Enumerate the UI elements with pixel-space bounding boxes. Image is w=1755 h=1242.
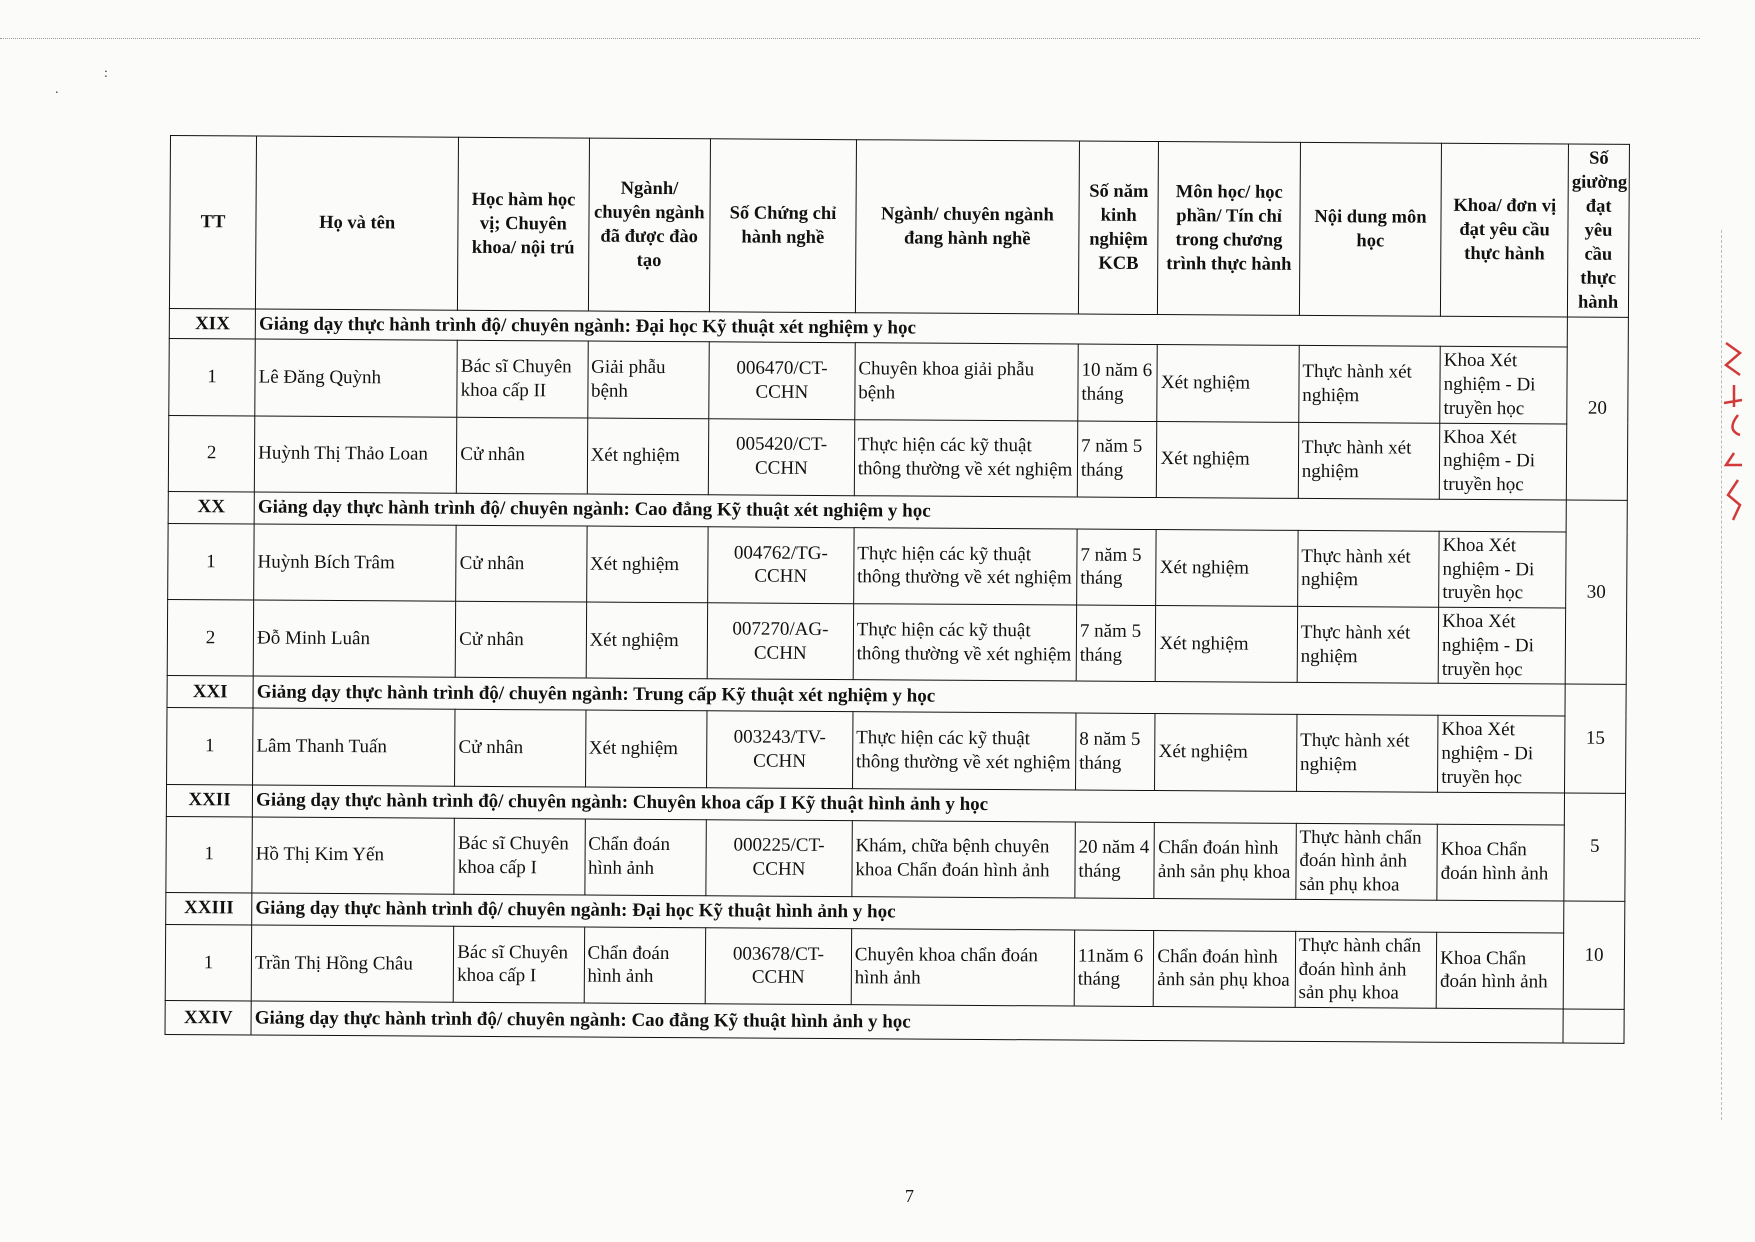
table-row	[165, 924, 1624, 1009]
cell-tt: 2	[167, 600, 254, 677]
cell-subject: Chẩn đoán hình ảnh sản phụ khoa	[1154, 822, 1296, 899]
cell-practice: Thực hiện các kỹ thuật thông thường về xét nghiệm	[854, 419, 1078, 497]
stamp-scribble-icon	[1718, 335, 1748, 525]
table-row	[167, 708, 1626, 793]
cell-dept: Khoa Xét nghiệm - Di truyền học	[1438, 716, 1565, 793]
cell-content: Thực hành xét nghiệm	[1297, 530, 1439, 607]
cell-years: 11năm 6 tháng	[1074, 930, 1154, 1007]
cell-tt: 1	[166, 816, 253, 893]
section-title: Giảng dạy thực hành trình độ/ chuyên ngành: Trung cấp Kỹ thuật xét nghiệm y học	[253, 676, 1565, 716]
cell-practice: Chuyên khoa chẩn đoán hình ảnh	[851, 929, 1075, 1007]
cell-subject: Xét nghiệm	[1157, 421, 1299, 498]
table-row	[168, 523, 1627, 608]
cell-practice: Chuyên khoa giải phẫu bệnh	[855, 343, 1079, 421]
section-title: Giảng dạy thực hành trình độ/ chuyên ngành: Đại học Kỹ thuật hình ảnh y học	[252, 893, 1564, 933]
cell-dept: Khoa Chẩn đoán hình ảnh	[1437, 824, 1564, 901]
cell-practice: Thực hiện các kỹ thuật thông thường về xét nghiệm	[852, 712, 1076, 790]
table-row	[167, 600, 1626, 685]
cell-name: Huỳnh Bích Trâm	[254, 524, 457, 601]
header-subject: Môn học/ học phần/ Tín chỉ trong chương trình thực hành	[1158, 142, 1300, 316]
cell-trained: Giải phẫu bệnh	[587, 341, 709, 418]
cell-trained: Xét nghiệm	[586, 602, 708, 679]
section-number: XXII	[166, 784, 252, 817]
header-beds: Số giường đạt yêu cầu thực hành	[1568, 144, 1630, 318]
cell-subject: Xét nghiệm	[1155, 714, 1297, 791]
header-cert: Số Chứng chỉ hành nghề	[709, 139, 856, 313]
cell-cert: 003678/CT-CCHN	[705, 928, 851, 1005]
section-title: Giảng dạy thực hành trình độ/ chuyên ngành: Cao đẳng Kỹ thuật xét nghiệm y học	[254, 492, 1566, 532]
cell-cert: 000225/CT-CCHN	[706, 819, 852, 896]
cell-degree: Bác sĩ Chuyên khoa cấp I	[453, 926, 584, 1003]
cell-content: Thực hành xét nghiệm	[1298, 422, 1440, 499]
section-title: Giảng dạy thực hành trình độ/ chuyên ngành: Đại học Kỹ thuật xét nghiệm y học	[255, 309, 1567, 347]
section-title: Giảng dạy thực hành trình độ/ chuyên ngành: Chuyên khoa cấp I Kỹ thuật hình ảnh y học	[252, 785, 1564, 825]
cell-dept: Khoa Xét nghiệm - Di truyền học	[1440, 347, 1567, 424]
section-number: XXIII	[166, 892, 252, 925]
scan-border-line	[0, 38, 1700, 40]
cell-content: Thực hành chẩn đoán hình ảnh sản phụ khoa	[1295, 931, 1437, 1008]
cell-dept: Khoa Chẩn đoán hình ảnh	[1436, 932, 1563, 1009]
section-number: XIX	[169, 309, 255, 340]
scan-speck: :	[104, 66, 108, 81]
cell-years: 7 năm 5 tháng	[1076, 605, 1156, 682]
page-number: 7	[905, 1186, 914, 1206]
cell-content: Thực hành chẩn đoán hình ảnh sản phụ khoa	[1296, 823, 1438, 900]
header-trained: Ngành/ chuyên ngành đã được đào tạo	[588, 138, 711, 312]
scan-speck: .	[55, 82, 59, 97]
cell-practice: Thực hiện các kỹ thuật thông thường về xét nghiệm	[853, 604, 1077, 682]
cell-name: Lâm Thanh Tuấn	[253, 708, 456, 785]
cell-practice: Thực hiện các kỹ thuật thông thường về xét nghiệm	[853, 528, 1077, 606]
section-title: Giảng dạy thực hành trình độ/ chuyên ngành: Cao đẳng Kỹ thuật hình ảnh y học	[251, 1001, 1563, 1043]
cell-subject: Chẩn đoán hình ảnh sản phụ khoa	[1154, 930, 1296, 1007]
cell-years: 7 năm 5 tháng	[1077, 529, 1157, 606]
document-table-container	[165, 135, 1630, 1044]
cell-name: Hồ Thị Kim Yến	[252, 817, 455, 894]
table-body	[165, 309, 1628, 1044]
cell-name: Trần Thị Hồng Châu	[251, 925, 454, 1002]
cell-practice: Khám, chữa bệnh chuyên khoa Chẩn đoán hình ảnh	[852, 820, 1076, 898]
table-row	[166, 816, 1625, 901]
cell-trained: Xét nghiệm	[587, 418, 709, 495]
cell-subject: Xét nghiệm	[1156, 606, 1298, 683]
table-row	[168, 415, 1627, 500]
header-content: Nội dung môn học	[1299, 142, 1441, 316]
cell-trained: Xét nghiệm	[585, 710, 707, 787]
cell-tt: 1	[167, 708, 254, 785]
cell-cert: 006470/CT-CCHN	[709, 342, 855, 419]
header-dept: Khoa/ đơn vị đạt yêu cầu thực hành	[1441, 143, 1569, 317]
cell-years: 7 năm 5 tháng	[1077, 421, 1157, 498]
cell-tt: 2	[168, 415, 255, 492]
cell-cert: 005420/CT-CCHN	[708, 418, 854, 495]
section-number: XXIV	[165, 1001, 251, 1036]
cell-cert: 007270/AG-CCHN	[707, 603, 853, 680]
header-row	[169, 136, 1629, 318]
cell-years: 10 năm 6 tháng	[1078, 344, 1158, 421]
cell-name: Lê Đăng Quỳnh	[255, 339, 458, 416]
cell-degree: Bác sĩ Chuyên khoa cấp I	[454, 818, 585, 895]
header-tt: TT	[169, 136, 256, 310]
cell-tt: 1	[169, 339, 256, 416]
header-practice: Ngành/ chuyên ngành đang hành nghề	[855, 140, 1079, 315]
red-stamp-mark	[1718, 335, 1748, 525]
header-years: Số năm kinh nghiệm KCB	[1078, 141, 1159, 315]
beds-value: 10	[1563, 901, 1625, 1010]
header-name: Họ và tên	[256, 136, 459, 311]
cell-content: Thực hành xét nghiệm	[1297, 606, 1439, 683]
cell-trained: Xét nghiệm	[586, 526, 708, 603]
cell-trained: Chẩn đoán hình ảnh	[584, 819, 706, 896]
cell-degree: Cử nhân	[455, 601, 586, 678]
beds-value: 5	[1564, 793, 1626, 902]
cell-degree: Cử nhân	[457, 417, 588, 494]
cell-tt: 1	[165, 924, 252, 1001]
cell-years: 8 năm 5 tháng	[1075, 713, 1155, 790]
cell-tt: 1	[168, 523, 255, 600]
beds-value	[1563, 1009, 1624, 1043]
header-degree: Học hàm học vị; Chuyên khoa/ nội trú	[458, 137, 589, 311]
section-number: XXI	[167, 676, 253, 709]
beds-value: 30	[1565, 500, 1627, 685]
cell-degree: Bác sĩ Chuyên khoa cấp II	[457, 341, 588, 418]
beds-value: 20	[1566, 317, 1628, 500]
section-number: XX	[168, 491, 254, 524]
cell-years: 20 năm 4 tháng	[1075, 822, 1155, 899]
cell-cert: 003243/TV-CCHN	[707, 711, 853, 788]
cell-degree: Cử nhân	[456, 525, 587, 602]
beds-value: 15	[1565, 684, 1627, 793]
cell-dept: Khoa Xét nghiệm - Di truyền học	[1439, 423, 1566, 500]
cell-name: Huỳnh Thị Thảo Loan	[254, 416, 457, 493]
cell-name: Đỗ Minh Luân	[253, 600, 456, 677]
staff-table	[165, 135, 1630, 1044]
table-row	[169, 339, 1628, 424]
cell-dept: Khoa Xét nghiệm - Di truyền học	[1438, 607, 1565, 684]
cell-dept: Khoa Xét nghiệm - Di truyền học	[1439, 531, 1566, 608]
cell-subject: Xét nghiệm	[1156, 529, 1298, 606]
cell-cert: 004762/TG-CCHN	[708, 527, 854, 604]
cell-content: Thực hành xét nghiệm	[1299, 346, 1441, 423]
cell-degree: Cử nhân	[455, 710, 586, 787]
cell-subject: Xét nghiệm	[1157, 345, 1299, 422]
cell-trained: Chẩn đoán hình ảnh	[584, 927, 706, 1004]
cell-content: Thực hành xét nghiệm	[1296, 715, 1438, 792]
